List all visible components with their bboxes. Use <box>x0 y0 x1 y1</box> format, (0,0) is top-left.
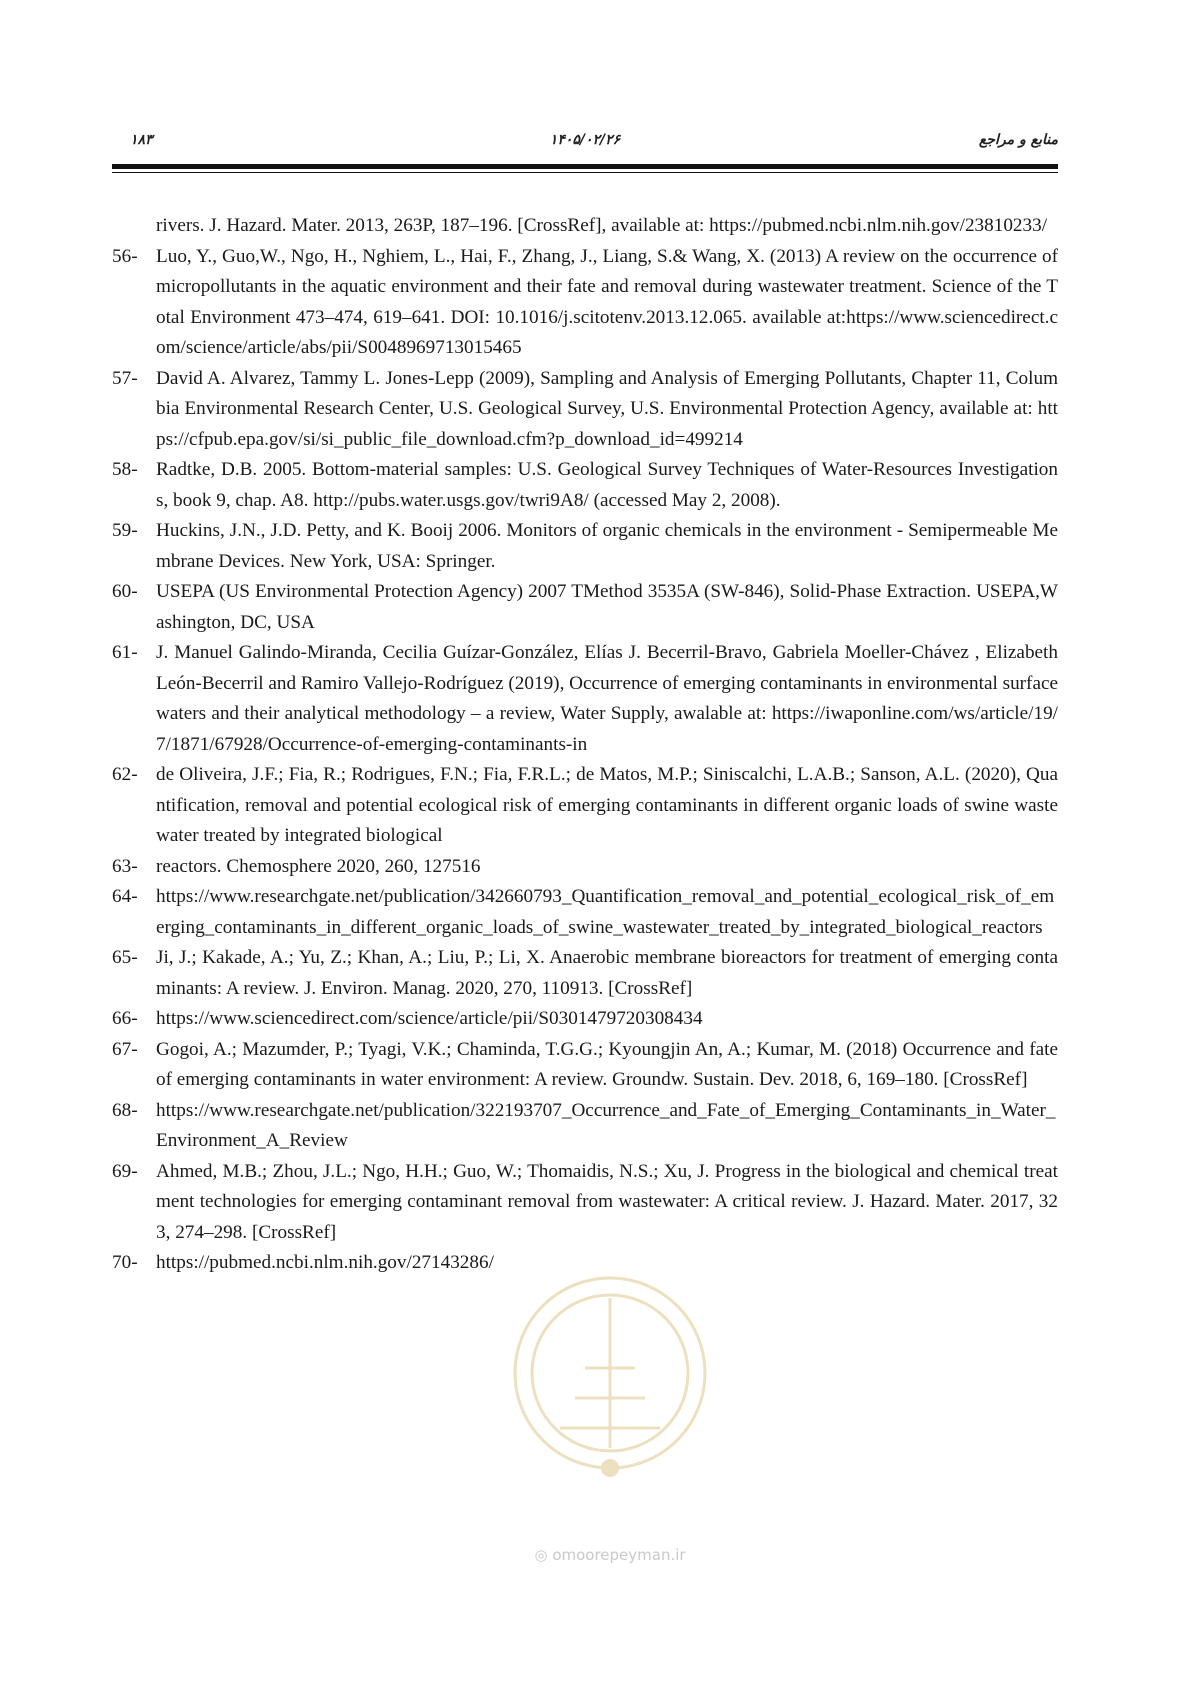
reference-number: 70- <box>112 1252 138 1273</box>
reference-text: https://www.researchgate.net/publication/342660793_Quantification_removal_and_potential_ecological_risk_of_emerging_contaminants_in_different_organic_loads_of_swine_wastewater_treated_by_integrated_biological_reactors <box>156 886 1055 938</box>
reference-item <box>112 760 1058 852</box>
reference-item <box>112 1157 1058 1249</box>
header-date: ۱۴۰۵/۰۲/۲۶ <box>549 132 621 148</box>
reference-number: 69- <box>112 1160 138 1182</box>
reference-number: 63- <box>112 855 138 877</box>
section-title: منابع و مراجع <box>978 132 1058 148</box>
reference-text: J. Manuel Galindo-Miranda, Cecilia Guízar-González, Elías J. Becerril-Bravo, Gabriela Moeller-Chávez , Elizabeth León-Becerril and Ramiro Vallejo-Rodríguez (2019), Occurrence of emerging contaminants in environmental surface waters and their analytical methodology – a review, Water Supply, awalable at: https://iwaponline.com/ws/article/19/7/1871/67928/Occurrence-of-emerging-contaminants-in <box>156 642 1058 755</box>
reference-number: 57- <box>112 367 138 389</box>
reference-text: Radtke, D.B. 2005. Bottom-material samples: U.S. Geological Survey Techniques of Water-Resources Investigations, book 9, chap. A8. http://pubs.water.usgs.gov/twri9A8/ (accessed May 2, 2008). <box>156 459 1058 511</box>
reference-item <box>112 577 1058 638</box>
reference-item <box>112 242 1058 364</box>
reference-text: Ahmed, M.B.; Zhou, J.L.; Ngo, H.H.; Guo, W.; Thomaidis, N.S.; Xu, J. Progress in the biological and chemical treatment technologies for emerging contaminant removal from wastewater: A critical review. J. Hazard. Mater. 2017, 323, 274–298. [CrossRef] <box>156 1160 1058 1243</box>
header-rule-thick <box>112 164 1058 169</box>
reference-text: David A. Alvarez, Tammy L. Jones-Lepp (2009), Sampling and Analysis of Emerging Pollutants, Chapter 11, Columbia Environmental Research Center, U.S. Geological Survey, U.S. Environmental Protection Agency, available at: https://cfpub.epa.gov/si/si_public_file_download.cfm?p_download_id=499214 <box>156 367 1058 450</box>
reference-number: 58- <box>112 459 138 480</box>
reference-number: 56- <box>112 245 138 267</box>
reference-text: rivers. J. Hazard. Mater. 2013, 263P, 187–196. [CrossRef], available at: https://pubmed.ncbi.nlm.nih.gov/23810233/ <box>156 215 1048 236</box>
reference-list <box>112 211 1058 1279</box>
watermark-url: ◎ omoorepeyman.ir <box>534 1546 686 1564</box>
reference-number: 60- <box>112 581 138 602</box>
reference-item <box>112 638 1058 760</box>
reference-item <box>112 364 1058 456</box>
reference-text: https://www.researchgate.net/publication/322193707_Occurrence_and_Fate_of_Emerging_Contaminants_in_Water_Environment_A_Review <box>156 1099 1056 1151</box>
reference-number: 67- <box>112 1038 138 1060</box>
reference-text: Huckins, J.N., J.D. Petty, and K. Booij 2006. Monitors of organic chemicals in the environment - Semipermeable Membrane Devices. New York, USA: Springer. <box>156 520 1058 572</box>
reference-text: Luo, Y., Guo,W., Ngo, H., Nghiem, L., Hai, F., Zhang, J., Liang, S.& Wang, X. (2013) A review on the occurrence of micropollutants in the aquatic environment and their fate and removal during wastewater treatment. Science of the Total Environment 473–474, 619–641. DOI: 10.1016/j.scitotenv.2013.12.065. available at:https://www.sciencedirect.com/science/article/abs/pii/S0048969713015465 <box>156 245 1058 358</box>
reference-number: 59- <box>112 520 138 541</box>
reference-number: 68- <box>112 1099 138 1121</box>
watermark-seal-icon <box>505 1268 715 1518</box>
reference-text: https://pubmed.ncbi.nlm.nih.gov/27143286/ <box>156 1252 494 1273</box>
reference-item <box>112 211 1058 242</box>
reference-item <box>112 1004 1058 1035</box>
reference-number: 66- <box>112 1008 138 1029</box>
page-header <box>112 132 1058 156</box>
reference-number: 65- <box>112 947 138 968</box>
reference-text: Gogoi, A.; Mazumder, P.; Tyagi, V.K.; Chaminda, T.G.G.; Kyoungjin An, A.; Kumar, M. (2018) Occurrence and fate of emerging contaminants in water environment: A review. Groundw. Sustain. Dev. 2018, 6, 169–180. [CrossRef] <box>156 1038 1058 1090</box>
watermark-logo-icon: ◎ <box>534 1546 548 1564</box>
reference-number: 62- <box>112 764 138 785</box>
reference-text: reactors. Chemosphere 2020, 260, 127516 <box>156 855 481 877</box>
page-number: ۱۸۳ <box>130 132 153 148</box>
reference-item <box>112 882 1058 943</box>
reference-text: https://www.sciencedirect.com/science/article/pii/S0301479720308434 <box>156 1008 703 1029</box>
reference-item <box>112 1035 1058 1096</box>
reference-item <box>112 455 1058 516</box>
reference-item <box>112 1096 1058 1157</box>
reference-number: 64- <box>112 886 138 907</box>
reference-item <box>112 943 1058 1004</box>
reference-text: de Oliveira, J.F.; Fia, R.; Rodrigues, F.N.; Fia, F.R.L.; de Matos, M.P.; Siniscalchi, L.A.B.; Sanson, A.L. (2020), Quantification, removal and potential ecological risk of emerging contaminants in different organic loads of swine wastewater treated by integrated biological <box>156 764 1058 846</box>
reference-number: 61- <box>112 642 138 663</box>
reference-text: USEPA (US Environmental Protection Agency) 2007 TMethod 3535A (SW-846), Solid-Phase Extraction. USEPA,Washington, DC, USA <box>156 581 1058 633</box>
header-rule-thin <box>112 172 1058 173</box>
reference-text: Ji, J.; Kakade, A.; Yu, Z.; Khan, A.; Liu, P.; Li, X. Anaerobic membrane bioreactors for treatment of emerging contaminants: A review. J. Environ. Manag. 2020, 270, 110913. [CrossRef] <box>156 947 1058 999</box>
reference-item <box>112 852 1058 883</box>
reference-item <box>112 516 1058 577</box>
